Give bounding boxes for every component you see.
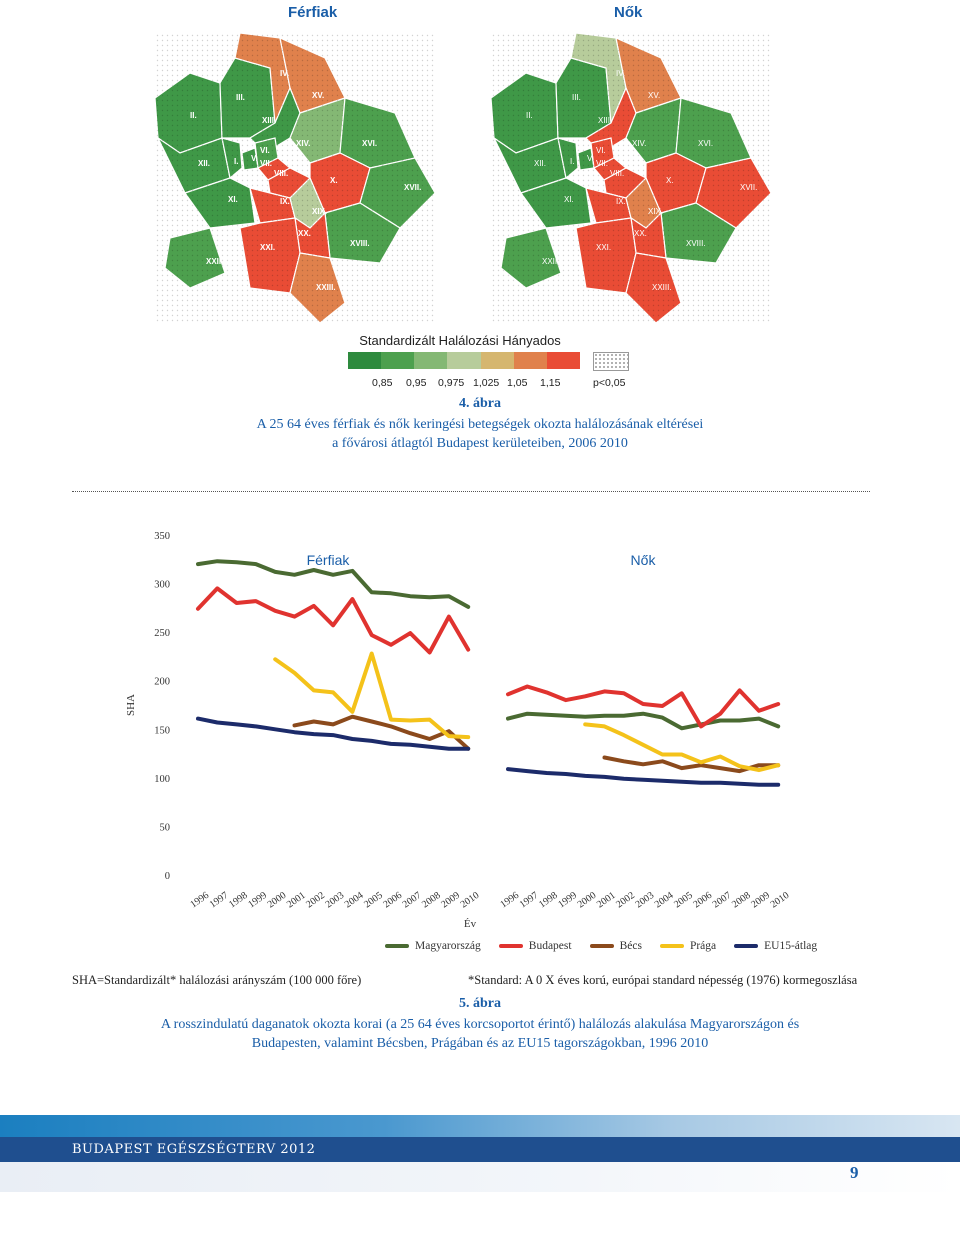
svg-text:IV.: IV.: [280, 69, 290, 78]
x-tick-label: 2007: [710, 889, 734, 911]
x-tick-label: 1998: [227, 889, 250, 911]
scale-tick: 0,975: [438, 377, 465, 389]
scale-tick: 0,95: [406, 377, 427, 389]
x-tick-label: 2009: [749, 889, 773, 911]
legend-label: Magyarország: [415, 940, 481, 952]
legend-swatch: [499, 944, 523, 948]
svg-text:IX.: IX.: [280, 197, 290, 206]
x-tick-label: 2004: [652, 889, 676, 911]
sha-line-chart: [100, 520, 800, 970]
scale-swatch: [348, 352, 381, 369]
x-tick-label: 2000: [575, 889, 599, 911]
svg-text:XIX.: XIX.: [648, 207, 664, 216]
svg-text:III.: III.: [572, 93, 581, 102]
svg-text:XXI.: XXI.: [260, 243, 276, 252]
svg-text:II.: II.: [190, 111, 197, 120]
svg-text:XIII.: XIII.: [598, 116, 613, 125]
svg-text:XIII.: XIII.: [262, 116, 277, 125]
svg-text:XVIII.: XVIII.: [350, 239, 370, 248]
x-tick-label: 2003: [633, 889, 657, 911]
legend-item-budapest: [499, 940, 572, 952]
svg-text:VIII.: VIII.: [610, 169, 625, 178]
y-axis-label: SHA: [125, 693, 137, 717]
men-district-map: [150, 28, 440, 328]
svg-text:X.: X.: [666, 176, 674, 185]
footer-band: [0, 1137, 960, 1162]
women-map-title: Nők: [614, 4, 643, 21]
x-tick-label: 2008: [420, 889, 443, 911]
legend-swatch: [734, 944, 758, 948]
nonsig-label: p<0,05: [593, 377, 626, 389]
figure4-line2: a fővárosi átlagtól Budapest kerületeiben, 2006 2010: [332, 436, 628, 451]
legend-item-eu15: [734, 940, 817, 952]
svg-text:V.: V.: [587, 154, 594, 163]
y-tick-label: 0: [164, 871, 170, 882]
svg-text:XXIII.: XXIII.: [652, 283, 672, 292]
svg-text:XXI.: XXI.: [596, 243, 612, 252]
color-scale: [348, 352, 580, 369]
svg-text:IX.: IX.: [616, 197, 626, 206]
svg-text:XVII.: XVII.: [740, 183, 758, 192]
x-tick-label: 1996: [498, 889, 522, 911]
svg-text:XI.: XI.: [564, 195, 574, 204]
scale-swatch: [547, 352, 580, 369]
x-tick-label: 2002: [304, 889, 327, 911]
x-tick-label: 1999: [246, 889, 270, 911]
legend-swatch: [385, 944, 409, 948]
series-line-magyarorsz-g: [508, 714, 778, 729]
scale-tick: 1,15: [540, 377, 561, 389]
svg-text:X.: X.: [330, 176, 338, 185]
scale-tick: 0,85: [372, 377, 393, 389]
footnote-left: SHA=Standardizált* halálozási arányszám (100 000 főre): [72, 973, 362, 987]
scale-swatch: [381, 352, 414, 369]
y-tick-label: 150: [154, 725, 170, 737]
y-tick-label: 350: [154, 531, 170, 542]
legend-item-praga: [660, 940, 716, 952]
svg-text:III.: III.: [236, 93, 245, 102]
scale-title: Standardizált Halálozási Hányados: [359, 333, 561, 348]
svg-text:I.: I.: [234, 157, 239, 166]
svg-text:VIII.: VIII.: [274, 169, 289, 178]
x-axis-label: Év: [463, 918, 477, 930]
series-line-magyarorsz-g: [198, 561, 468, 607]
section-divider: [72, 491, 870, 492]
legend-swatch: [660, 944, 684, 948]
x-tick-label: 2005: [362, 889, 385, 911]
svg-text:XXIII.: XXIII.: [316, 283, 336, 292]
footer-band-light: [0, 1162, 960, 1192]
page-number: 9: [850, 1163, 859, 1182]
figure5-line2: Budapesten, valamint Bécsben, Prágában és az EU15 tagországokban, 1996 2010: [251, 1036, 709, 1051]
svg-text:XII.: XII.: [198, 159, 211, 168]
svg-text:VII.: VII.: [596, 159, 609, 168]
x-tick-label: 1997: [207, 889, 231, 911]
figure5-line1: A rosszindulatú daganatok okozta korai (a 25 64 éves korcsoportot érintő) halálozás alakulása Magyarországon és: [160, 1017, 800, 1032]
x-tick-label: 2006: [381, 889, 405, 911]
legend-swatch: [590, 944, 614, 948]
footer-band-gradient: [0, 1115, 960, 1137]
scale-swatch: [447, 352, 480, 369]
svg-text:XIV.: XIV.: [632, 139, 647, 148]
svg-text:I.: I.: [570, 157, 575, 166]
x-tick-label: 2010: [458, 889, 482, 911]
svg-text:V.: V.: [251, 154, 258, 163]
x-tick-label: 2010: [768, 889, 792, 911]
y-tick-label: 100: [154, 773, 170, 785]
y-tick-label: 50: [159, 822, 170, 834]
y-tick-label: 300: [154, 579, 170, 591]
x-tick-label: 2007: [400, 889, 424, 911]
x-tick-label: 2001: [594, 889, 618, 911]
footnote-right: *Standard: A 0 X éves korú, európai standard népesség (1976) kormegoszlása: [468, 973, 858, 987]
x-tick-label: 2002: [614, 889, 637, 911]
svg-text:XX.: XX.: [634, 229, 647, 238]
svg-text:XVIII.: XVIII.: [686, 239, 706, 248]
legend-item-becs: [590, 940, 642, 952]
legend-label: EU15-átlag: [764, 940, 818, 952]
x-tick-label: 2003: [323, 889, 347, 911]
x-tick-label: 2008: [730, 889, 753, 911]
svg-text:XI.: XI.: [228, 195, 238, 204]
svg-text:II.: II.: [526, 111, 533, 120]
figure4-number: 4. ábra: [459, 396, 501, 411]
svg-text:XVI.: XVI.: [362, 139, 378, 148]
legend-label: Prága: [689, 940, 717, 952]
y-tick-label: 200: [154, 676, 170, 688]
x-tick-label: 2004: [342, 889, 366, 911]
svg-text:VI.: VI.: [260, 146, 270, 155]
men-map-title: Férfiak: [288, 4, 338, 21]
women-district-map: [486, 28, 776, 328]
svg-text:XV.: XV.: [648, 91, 661, 100]
scale-swatch: [414, 352, 447, 369]
figure4-line1: A 25 64 éves férfiak és nők keringési betegségek okozta halálozásának eltérései: [256, 417, 704, 432]
svg-text:VI.: VI.: [596, 146, 606, 155]
scale-tick: 1,05: [507, 377, 528, 389]
svg-text:XVI.: XVI.: [698, 139, 714, 148]
legend-item-magyarorszag: [385, 940, 481, 952]
x-tick-label: 2001: [284, 889, 308, 911]
legend-label: Budapest: [528, 940, 572, 952]
x-tick-label: 2000: [265, 889, 289, 911]
footer-title: BUDAPEST EGÉSZSÉGTERV 2012: [72, 1142, 316, 1157]
svg-text:XIX.: XIX.: [312, 207, 328, 216]
svg-text:IV.: IV.: [616, 69, 626, 78]
chart-legend: [385, 940, 817, 952]
x-tick-label: 1999: [556, 889, 580, 911]
legend-label: Bécs: [619, 940, 642, 952]
svg-text:XV.: XV.: [312, 91, 325, 100]
series-line-pr-ga: [585, 724, 778, 770]
scale-tick: 1,025: [473, 377, 500, 389]
panel-title: Férfiak: [306, 552, 350, 568]
x-tick-label: 2006: [691, 889, 715, 911]
svg-text:XX.: XX.: [298, 229, 311, 238]
svg-text:XXII.: XXII.: [206, 257, 224, 266]
x-tick-label: 2009: [439, 889, 463, 911]
figure5-number: 5. ábra: [459, 996, 501, 1011]
x-tick-label: 1997: [517, 889, 541, 911]
svg-text:XII.: XII.: [534, 159, 547, 168]
svg-text:XVII.: XVII.: [404, 183, 422, 192]
x-tick-label: 1996: [188, 889, 212, 911]
scale-swatch: [514, 352, 547, 369]
svg-text:XXII.: XXII.: [542, 257, 560, 266]
svg-text:XIV.: XIV.: [296, 139, 311, 148]
x-tick-label: 2005: [672, 889, 695, 911]
nonsig-swatch: [593, 352, 629, 371]
scale-swatch: [481, 352, 514, 369]
x-tick-label: 1998: [537, 889, 560, 911]
svg-text:VII.: VII.: [260, 159, 273, 168]
panel-title: Nők: [630, 552, 656, 568]
y-tick-label: 250: [154, 628, 170, 640]
